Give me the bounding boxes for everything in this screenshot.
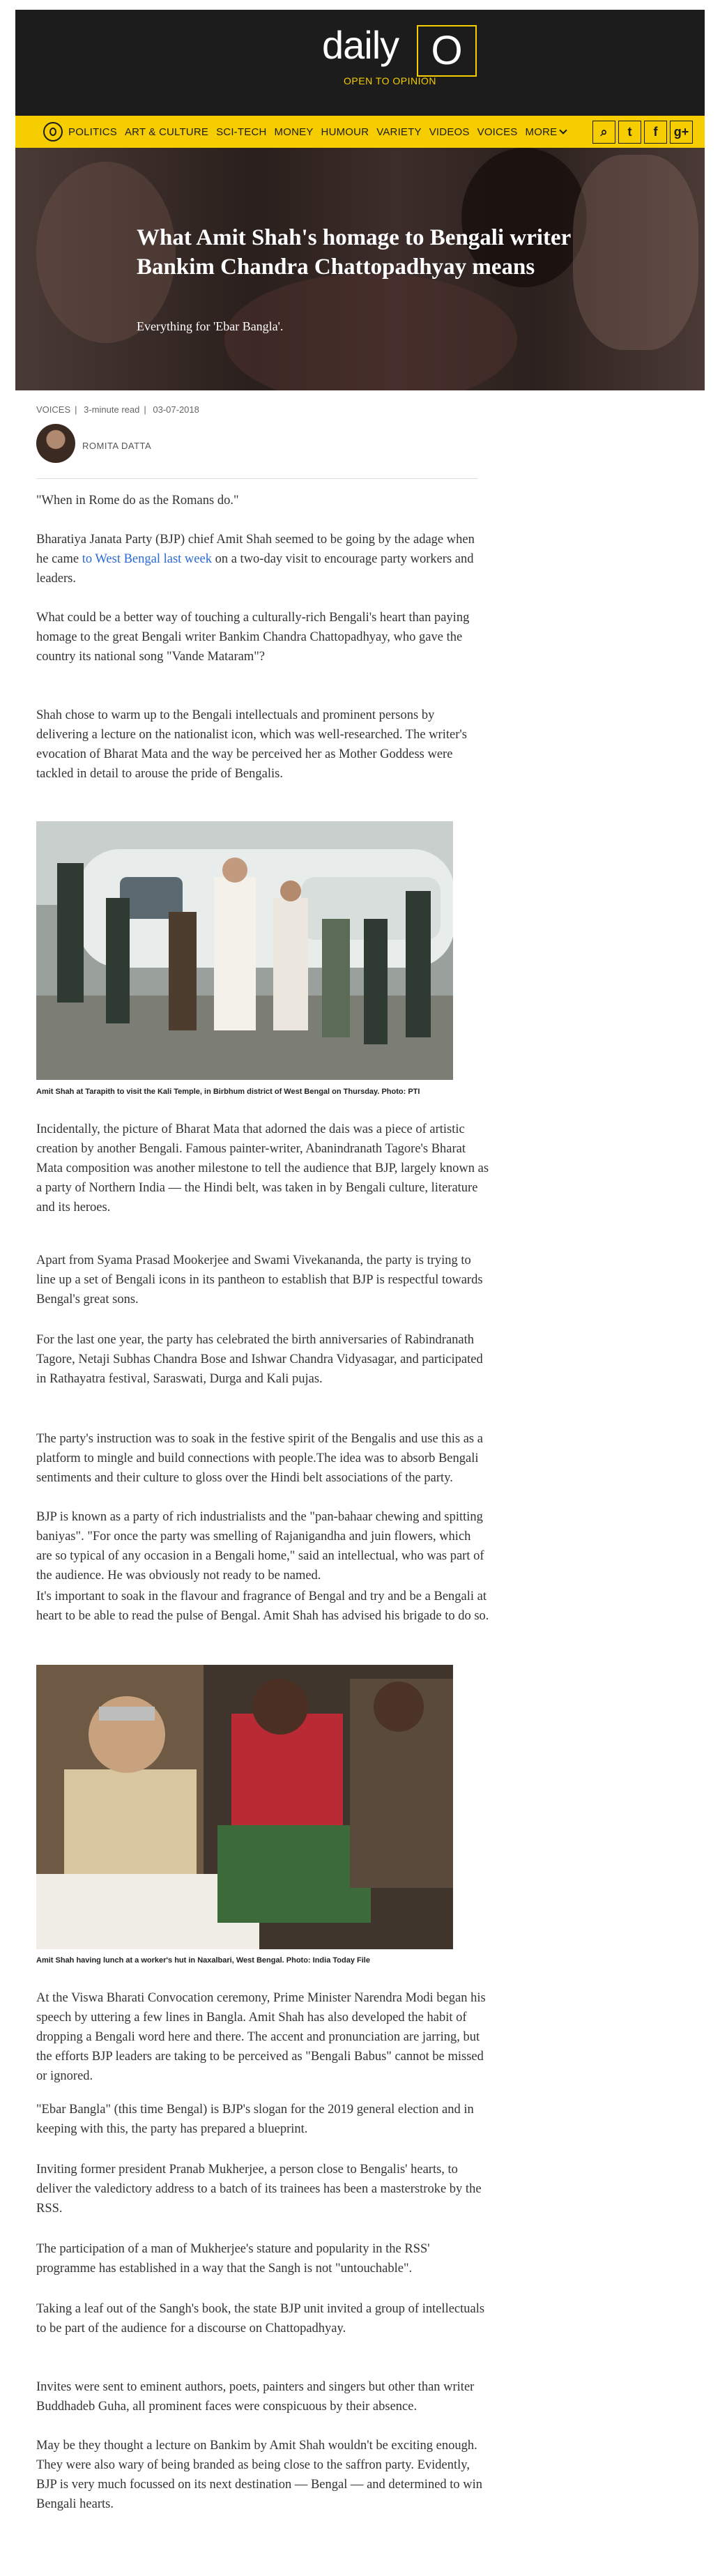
paragraph-15: Taking a leaf out of the Sangh's book, the state BJP unit invited a group of intellectuals to be part of the audience for a discourse on Chattopadhyay.: [36, 2302, 485, 2335]
site-tagline: OPEN TO OPINION: [344, 75, 437, 86]
hero-banner: [15, 148, 705, 390]
paragraph-8: The party's instruction was to soak in the festive spirit of the Bengalis and use this as a platform to mingle and build connections with people.The idea was to absorb Bengali sentiments and their culture to gloss over the Hindi belt associations of the party.: [36, 1432, 483, 1485]
nav-item-videos[interactable]: VIDEOS: [429, 125, 470, 138]
paragraph-13: Inviting former president Pranab Mukherjee, a person close to Bengalis' hearts, to deliver the valedictory address to a batch of its trainees has been a masterstroke by the RSS.: [36, 2163, 482, 2216]
nav-items: [68, 116, 574, 148]
photo-amit-shah-tarapith: [36, 821, 453, 1080]
main-nav: [15, 116, 705, 148]
paragraph-3: What could be a better way of touching a culturally-rich Bengali's heart than paying homage to the great Bengali writer Bankim Chandra Chattopadhyay, who gave the country its national song "Vande Mataram"?: [36, 611, 470, 664]
paragraph-6: Apart from Syama Prasad Mookerjee and Swami Vivekananda, the party is trying to line up a set of Bengali icons in its pantheon to establish that BJP is respectful towards Bengal's great sons.: [36, 1253, 483, 1306]
category-link[interactable]: VOICES: [36, 404, 71, 415]
paragraph-1: "When in Rome do as the Romans do.": [36, 494, 239, 508]
nav-item-variety[interactable]: VARIETY: [376, 125, 422, 138]
photo-amit-shah-lunch: [36, 1665, 453, 1949]
paragraph-17: May be they thought a lecture on Bankim by Amit Shah wouldn't be exciting enough. They were also wary of being branded as being close to the saffron party. Evidently, BJP is very much focussed on its next destination — Bengal — and determined to win Bengali hearts.: [36, 2439, 483, 2511]
paragraph-9: BJP is known as a party of rich industrialists and the "pan-bahaar chewing and spitting baniyas". "For once the party was smelling of Rajanigandha and juin flowers, which are so typical of any occasion in a Bengali home," said an intellectual, who was part of the audience. He was obviously not ready to be named.: [36, 1510, 484, 1583]
paragraph-5: Incidentally, the picture of Bharat Mata that adorned the dais was a piece of artistic creation by another Bengali. Famous painter-writer, Abanindranath Tagore's Bharat Mata composition was another milestone to tell the audience that BJP, largely known as a party of Northern India — the Hindi belt, was taken in by Bengali culture, literature and its heroes.: [36, 1122, 489, 1214]
article-meta: VOICES | 3-minute read | 03-07-2018: [36, 404, 199, 415]
nav-item-politics[interactable]: POLITICS: [68, 125, 117, 138]
nav-item-humour[interactable]: HUMOUR: [321, 125, 369, 138]
search-icon[interactable]: ⌕: [592, 121, 615, 144]
paragraph-10: It's important to soak in the flavour and fragrance of Bengal and try and be a Bengali at heart to be able to read the pulse of Bengal. Amit Shah has advised his brigade to do so.: [36, 1590, 489, 1623]
google-plus-icon[interactable]: g+: [670, 121, 693, 144]
west-bengal-link[interactable]: to West Bengal last week: [82, 552, 212, 566]
avatar[interactable]: [36, 424, 75, 463]
nav-more-label: MORE: [525, 125, 558, 138]
facebook-icon[interactable]: f: [644, 121, 667, 144]
paragraph-14: The participation of a man of Mukherjee's stature and popularity in the RSS' programme has established in a way that the Sangh is not "untouchable".: [36, 2242, 430, 2276]
read-time: 3-minute read: [84, 404, 140, 415]
logo-word: daily: [322, 23, 399, 67]
photo-caption-1: Amit Shah at Tarapith to visit the Kali Temple, in Birbhum district of West Bengal on Thursday. Photo: PTI: [36, 1088, 420, 1096]
home-o-icon[interactable]: [43, 122, 63, 142]
nav-item-voices[interactable]: VOICES: [477, 125, 518, 138]
author-name[interactable]: ROMITA DATTA: [82, 441, 152, 451]
paragraph-12: "Ebar Bangla" (this time Bengal) is BJP's slogan for the 2019 general election and in keeping with this, the party has prepared a blueprint.: [36, 2103, 474, 2136]
logo-o-box: O: [417, 25, 477, 77]
site-header: [15, 10, 705, 116]
paragraph-16: Invites were sent to eminent authors, poets, painters and singers but other than writer Buddhadeb Guha, all prominent faces were conspicuous by their absence.: [36, 2380, 475, 2414]
paragraph-2: Bharatiya Janata Party (BJP) chief Amit Shah seemed to be going by the adage when he came to West Bengal last week on a two-day visit to encourage party workers and leaders.: [36, 533, 475, 586]
nav-more-menu[interactable]: [526, 126, 567, 138]
site-logo[interactable]: [322, 20, 482, 82]
nav-item-art-culture[interactable]: ART & CULTURE: [124, 125, 209, 138]
publish-date: 03-07-2018: [153, 404, 199, 415]
article-title: What Amit Shah's homage to Bengali writer Bankim Chandra Chattopadhyay means: [137, 225, 571, 280]
article-subtitle: Everything for 'Ebar Bangla'.: [137, 319, 284, 333]
chevron-down-icon: [560, 126, 567, 134]
nav-item-sci-tech[interactable]: SCI-TECH: [216, 125, 267, 138]
paragraph-4: Shah chose to warm up to the Bengali intellectuals and prominent persons by delivering a lecture on the nationalist icon, which was well-researched. The writer's evocation of Bharat Mata and the way be perceived her as Mother Goddess were tackled in detail to arouse the pride of Bengalis.: [36, 708, 467, 781]
photo-caption-2: Amit Shah having lunch at a worker's hut in Naxalbari, West Bengal. Photo: India Today File: [36, 1956, 370, 1965]
nav-item-money[interactable]: MONEY: [274, 125, 314, 138]
paragraph-7: For the last one year, the party has celebrated the birth anniversaries of Rabindranath Tagore, Netaji Subhas Chandra Bose and Ishwar Chandra Vidyasagar, and participated in Rathayatra festival, Saraswati, Durga and Kali pujas.: [36, 1333, 483, 1386]
paragraph-11: At the Viswa Bharati Convocation ceremony, Prime Minister Narendra Modi began his speech by uttering a few lines in Bangla. Amit Shah has also developed the habit of dropping a Bengali word here and there. The accent and pronunciation are jarring, but the efforts BJP leaders are taking to be perceived as "Bengali Babus" cannot be missed or ignored.: [36, 1991, 486, 2083]
twitter-icon[interactable]: t: [618, 121, 641, 144]
divider: [36, 478, 478, 479]
nav-icon-group: [592, 121, 696, 144]
